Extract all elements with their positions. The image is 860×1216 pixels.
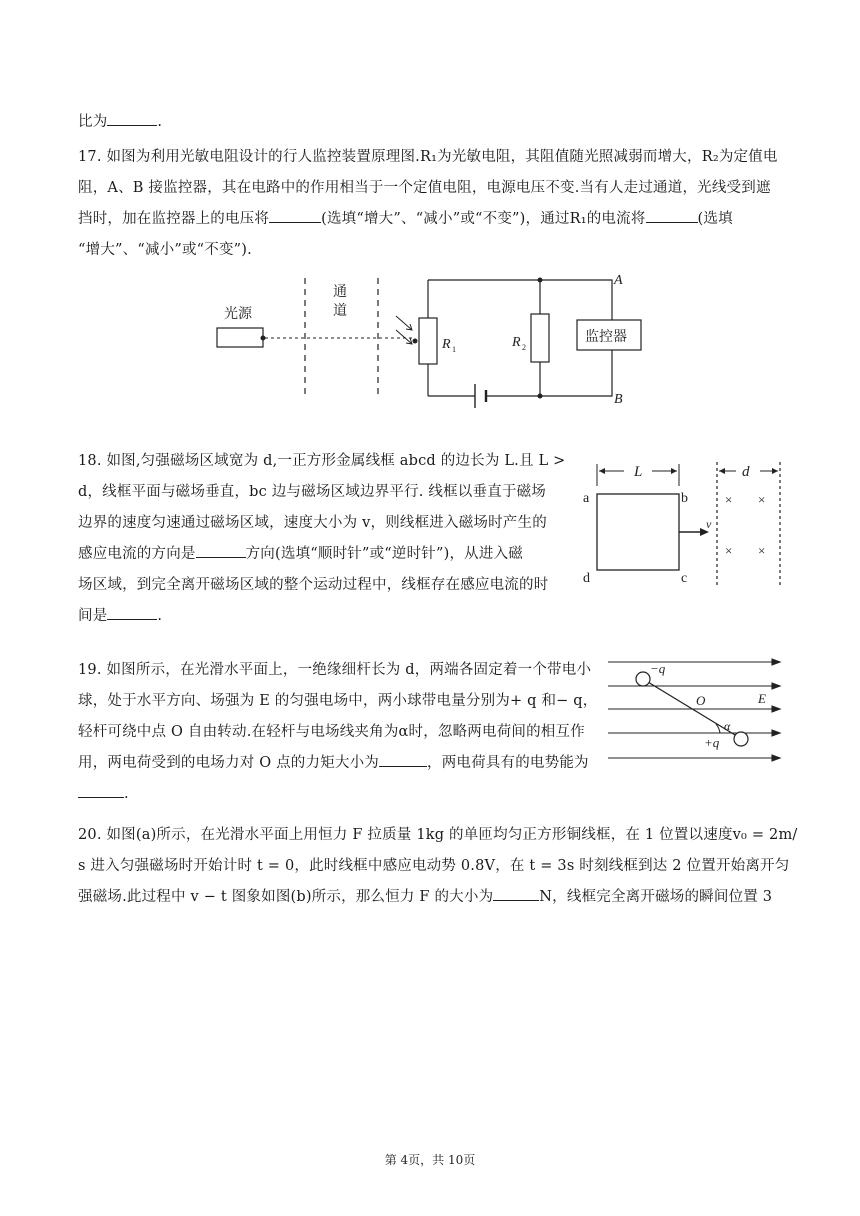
- field-cross-2: ×: [758, 492, 766, 507]
- question-20: [78, 820, 798, 913]
- q20-line3a: 强磁场.此过程中 v − t 图象如图(b)所示，那么恒力 F 的大小为: [78, 889, 494, 905]
- square-frame: [597, 494, 679, 570]
- q16-text: 比为: [78, 114, 108, 130]
- q17-line1: 17. 如图为利用光敏电阻设计的行人监控装置原理图.R₁为光敏电阻，其阻值随光照减弱而增大，R₂为定值电: [78, 149, 778, 165]
- q19-line3: 轻杆可绕中点 O 自由转动.在轻杆与电场线夹角为α时，忽略两电荷间的相互作: [78, 724, 585, 740]
- q17-line2: 阻，A、B 接监控器，其在电路中的作用相当于一个定值电阻，电源电压不变.当有人走过通道，光线受到遮: [78, 180, 771, 196]
- corner-d: d: [583, 571, 590, 586]
- field-arrow-2: [772, 683, 780, 689]
- answer-blank: [107, 605, 157, 620]
- q18-line6: [78, 601, 565, 632]
- light-source-label: 光源: [224, 307, 252, 322]
- q18-line3: 边界的速度匀速通过磁场区域，速度大小为 v，则线框进入磁场时产生的: [78, 515, 547, 531]
- q17-line3: [78, 204, 778, 235]
- channel-label-1: 通: [333, 285, 347, 300]
- q19-line2: 球，处于水平方向、场强为 E 的匀强电场中，两小球带电量分别为+ q 和− q，: [78, 693, 598, 709]
- light-source-box: [217, 328, 263, 347]
- q18-line4: [78, 539, 565, 570]
- d-label: d: [742, 464, 750, 480]
- r1-label: R: [442, 337, 451, 352]
- q16-tail: [78, 107, 162, 138]
- answer-blank: [107, 111, 157, 126]
- q18-line6b: .: [157, 608, 163, 624]
- magnetic-field-figure: [578, 458, 788, 588]
- q16-end: .: [157, 114, 163, 130]
- q17-line3c: (选填: [697, 211, 733, 227]
- q20-line3b: N，线框完全离开磁场的瞬间位置 3: [539, 889, 773, 905]
- question-18: [78, 446, 565, 632]
- answer-blank: [269, 208, 321, 223]
- r2-bottom-node: [538, 394, 543, 399]
- field-e-label: E: [758, 691, 766, 706]
- field-cross-3: ×: [725, 543, 733, 558]
- r2-subscript: 2: [522, 343, 526, 352]
- q19-line5b: .: [124, 786, 129, 802]
- q18-line4b: 方向(选填“顺时针”或“逆时针”)，从进入磁: [245, 546, 523, 562]
- corner-a: a: [583, 491, 590, 506]
- l-arrow-left: [599, 468, 605, 474]
- negative-charge-ball: [636, 672, 650, 686]
- answer-blank: [78, 783, 124, 798]
- field-cross-1: ×: [725, 492, 733, 507]
- q20-line1: 20. 如图(a)所示，在光滑水平面上用恒力 F 拉质量 1kg 的单匝均匀正方形铜线框，在 1 位置以速度v₀ = 2m/: [78, 827, 798, 843]
- corner-b: b: [681, 491, 688, 506]
- field-cross-4: ×: [758, 543, 766, 558]
- q17-line3a: 挡时，加在监控器上的电压将: [78, 211, 270, 227]
- q20-line2: s 进入匀强磁场时开始计时 t = 0，此时线框中感应电动势 0.8V，在 t = 3s 时刻线框到达 2 位置开始离开匀: [78, 858, 790, 874]
- terminal-b-label: B: [614, 392, 623, 407]
- q20-line3: [78, 882, 798, 913]
- question-17: [78, 142, 778, 266]
- q18-line2: d，线框平面与磁场垂直，bc 边与磁场区域边界平行. 线框以垂直于磁场: [78, 484, 547, 500]
- answer-blank: [196, 543, 246, 558]
- q18-line5: 场区域，到完全离开磁场区域的整个运动过程中，线框存在感应电流的时: [78, 577, 549, 593]
- d-arrow-right: [772, 468, 778, 474]
- q19-line1: 19. 如图所示，在光滑水平面上，一绝缘细杆长为 d，两端各固定着一个带电小: [78, 662, 592, 678]
- top-wire: [428, 280, 612, 320]
- field-arrow-5: [772, 755, 780, 761]
- monitor-label: 监控器: [585, 329, 627, 345]
- circuit-diagram: [210, 268, 660, 408]
- q18-line4a: 感应电流的方向是: [78, 546, 196, 562]
- field-arrow-3: [772, 706, 780, 712]
- electric-field-figure: [606, 654, 782, 774]
- answer-blank: [379, 752, 427, 767]
- r2-resistor: [531, 314, 549, 362]
- r1-subscript: 1: [452, 345, 456, 354]
- terminal-a-label: A: [614, 273, 623, 288]
- q19-line4: [78, 748, 598, 779]
- l-label: L: [634, 464, 643, 480]
- light-source-dot: [261, 336, 266, 341]
- light-arrow-1: [396, 316, 412, 330]
- d-arrow-left: [719, 468, 725, 474]
- channel-label-2: 道: [333, 304, 347, 319]
- answer-blank: [646, 208, 698, 223]
- q17-line4: “增大”、“减小”或“不变”).: [78, 242, 252, 258]
- alpha-label: α: [724, 719, 731, 733]
- positive-charge-ball: [734, 732, 748, 746]
- l-arrow-right: [671, 468, 677, 474]
- velocity-label: v: [706, 517, 712, 531]
- field-arrow-4: [772, 730, 780, 736]
- q18-line6a: 间是: [78, 608, 108, 624]
- q18-line1: 18. 如图,匀强磁场区域宽为 d,一正方形金属线框 abcd 的边长为 L.且 L >: [78, 453, 566, 469]
- r2-top-node: [538, 278, 543, 283]
- q17-line3b: (选填“增大”、“减小”或“不变”)，通过R₁的电流将: [321, 211, 646, 227]
- light-arrow-2: [396, 330, 412, 344]
- answer-blank: [493, 886, 539, 901]
- page-footer: 第 4页，共 10页: [384, 1153, 476, 1167]
- field-arrow-1: [772, 659, 780, 665]
- corner-c: c: [681, 571, 688, 586]
- q19-line4b: ，两电荷具有的电势能为: [427, 755, 589, 771]
- q19-line5: [78, 779, 598, 810]
- question-19: [78, 655, 598, 810]
- center-o-label: O: [696, 693, 706, 708]
- r1-junction: [413, 339, 418, 344]
- q19-line4a: 用，两电荷受到的电场力对 O 点的力矩大小为: [78, 755, 380, 771]
- neg-q-label: −q: [650, 661, 666, 676]
- r2-label: R: [512, 335, 521, 350]
- r1-resistor: [419, 318, 437, 364]
- pos-q-label: +q: [704, 735, 720, 750]
